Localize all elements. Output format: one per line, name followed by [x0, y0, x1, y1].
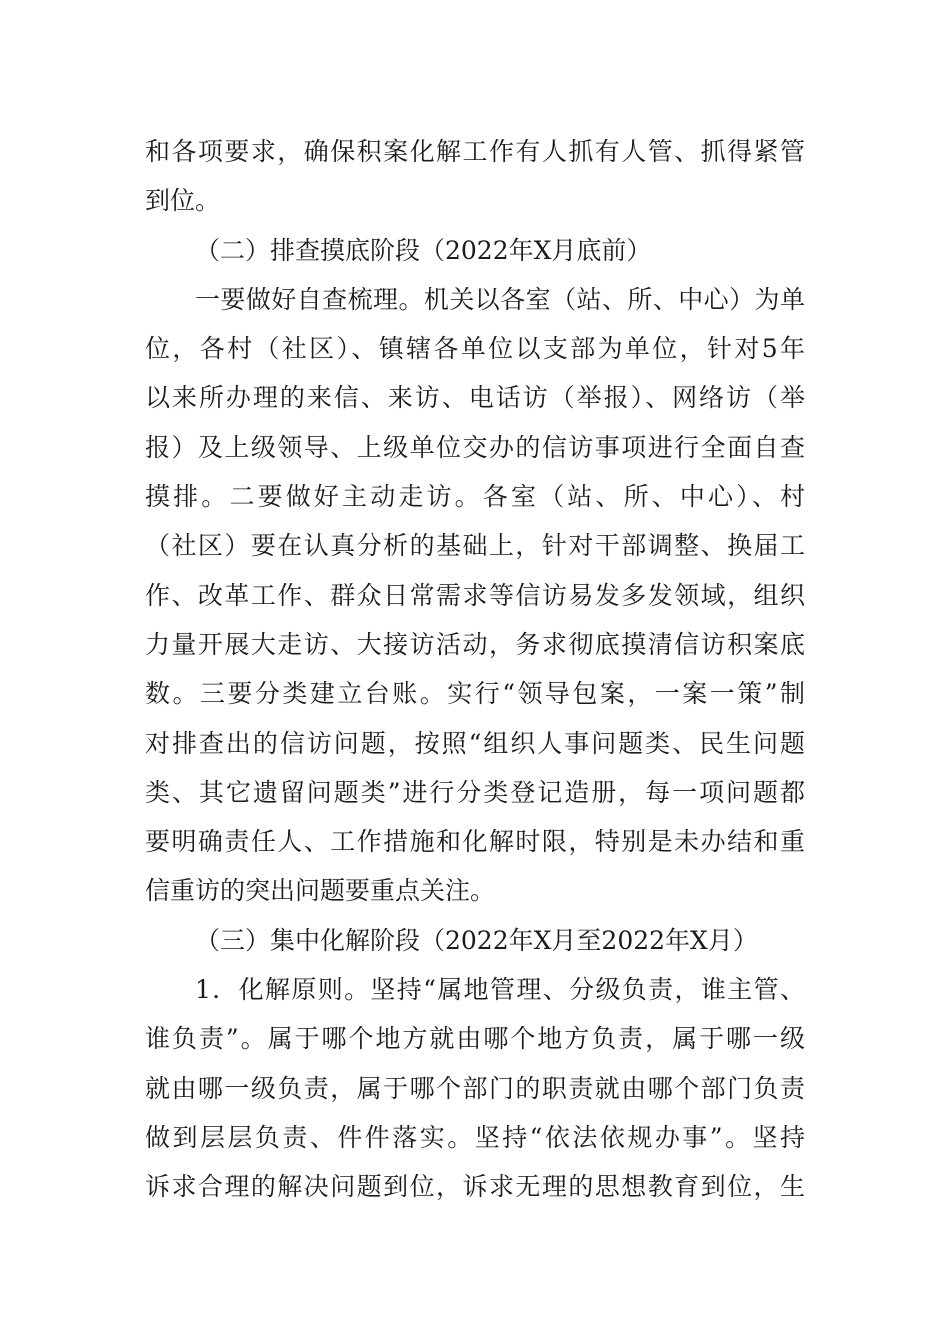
- text-line: 对排查出的信访问题，按照“组织人事问题类、民生问题: [145, 728, 805, 758]
- text-line: 类、其它遗留问题类”进行分类登记造册，每一项问题都: [145, 777, 805, 807]
- paragraph-first-line: 一要做好自查梳理。机关以各室（站、所、中心）为单: [195, 284, 805, 314]
- text-line: 数。三要分类建立台账。实行“领导包案，一案一策”制: [145, 679, 805, 709]
- section-heading: （三）集中化解阶段（2022年X月至2022年X月）: [195, 925, 758, 955]
- section-heading: （二）排查摸底阶段（2022年X月底前）: [195, 235, 652, 265]
- text-line: 和各项要求，确保积案化解工作有人抓有人管、抓得紧管: [145, 137, 805, 166]
- text-line: 诉求合理的解决问题到位，诉求无理的思想教育到位，生: [145, 1172, 805, 1202]
- text-line: 做到层层负责、件件落实。坚持“依法依规办事”。坚持: [145, 1122, 805, 1152]
- text-line: 报）及上级领导、上级单位交办的信访事项进行全面自查: [145, 432, 805, 462]
- text-line: 就由哪一级负责，属于哪个部门的职责就由哪个部门负责: [145, 1073, 805, 1103]
- text-line: 位，各村（社区）、镇辖各单位以支部为单位，针对5年: [145, 334, 805, 364]
- text-line: 要明确责任人、工作措施和化解时限，特别是未办结和重: [145, 827, 805, 857]
- text-line: 力量开展大走访、大接访活动，务求彻底摸清信访积案底: [145, 629, 805, 659]
- text-line: 摸排。二要做好主动走访。各室（站、所、中心）、村: [145, 482, 805, 512]
- paragraph-first-line: 1．化解原则。坚持“属地管理、分级负责，谁主管、: [195, 975, 805, 1005]
- text-line: （社区）要在认真分析的基础上，针对干部调整、换届工: [145, 531, 805, 561]
- document-body: [145, 127, 805, 1212]
- text-line: 谁负责”。属于哪个地方就由哪个地方负责，属于哪一级: [145, 1024, 805, 1054]
- text-line: 信重访的突出问题要重点关注。: [145, 876, 496, 906]
- text-line: 作、改革工作、群众日常需求等信访易发多发领域，组织: [145, 580, 805, 610]
- text-line: 以来所办理的来信、来访、电话访（举报）、网络访（举: [145, 383, 805, 413]
- text-line: 到位。: [145, 186, 221, 216]
